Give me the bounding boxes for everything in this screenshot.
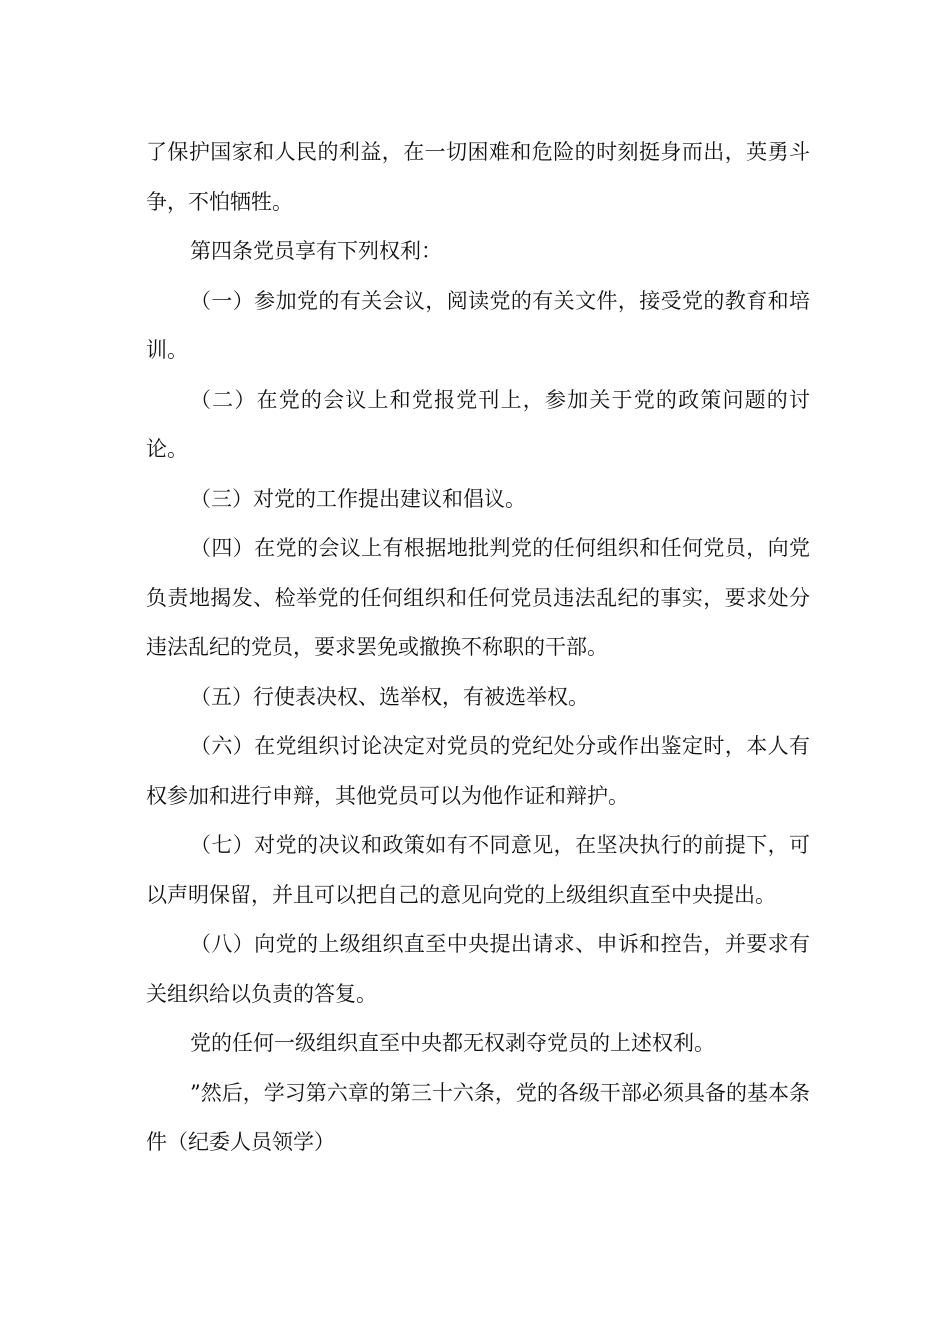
paragraph-right-8: （八）向党的上级组织直至中央提出请求、申诉和控告，并要求有关组织给以负责的答复。 <box>146 932 810 1006</box>
paragraph-right-7: （七）对党的决议和政策如有不同意见，在坚决执行的前提下，可以声明保留，并且可以把自己的意见向党的上级组织直至中央提出。 <box>146 833 810 907</box>
document-body <box>146 128 810 1168</box>
paragraph-article-4-heading: 第四条党员享有下列权利： <box>190 239 442 263</box>
paragraph-next-study: ”然后，学习第六章的第三十六条，党的各级干部必须具备的基本条件（纪委人员领学） <box>146 1080 810 1154</box>
paragraph-right-6: （六）在党组织讨论决定对党员的党纪处分或作出鉴定时，本人有权参加和进行申辩，其他党员可以为他作证和辩护。 <box>146 734 810 808</box>
paragraph-right-4: （四）在党的会议上有根据地批判党的任何组织和任何党员，向党负责地揭发、检举党的任何组织和任何党员违法乱纪的事实，要求处分违法乱纪的党员，要求罢免或撤换不称职的干部。 <box>146 536 810 659</box>
paragraph-right-5: （五）行使表决权、选举权，有被选举权。 <box>190 684 589 709</box>
paragraph-right-1: （一）参加党的有关会议，阅读党的有关文件，接受党的教育和培训。 <box>146 288 810 362</box>
paragraph: 了保护国家和人民的利益，在一切困难和危险的时刻挺身而出，英勇斗争，不怕牺牲。 <box>146 140 810 214</box>
paragraph-right-3: （三）对党的工作提出建议和倡议。 <box>190 486 526 511</box>
paragraph-rights-protection: 党的任何一级组织直至中央都无权剥夺党员的上述权利。 <box>190 1031 715 1055</box>
paragraph-right-2: （二）在党的会议上和党报党刊上，参加关于党的政策问题的讨论。 <box>146 387 810 461</box>
